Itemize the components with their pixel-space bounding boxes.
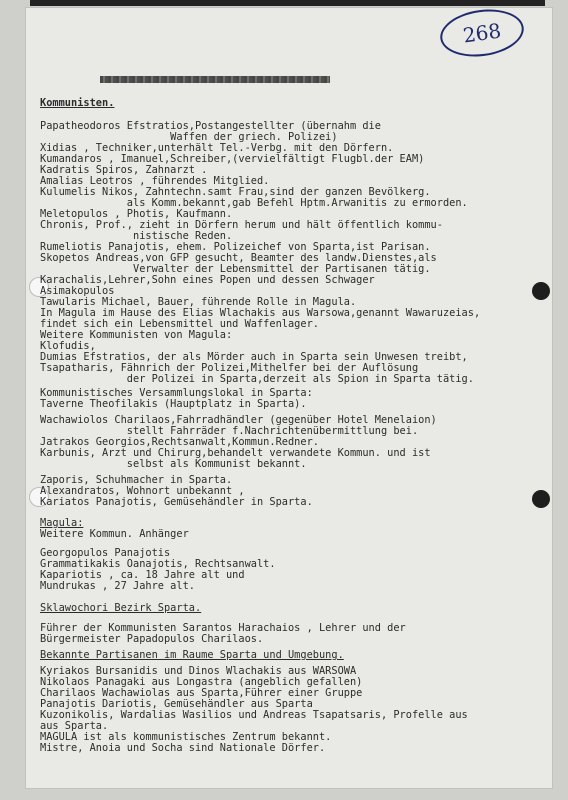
text-line: Panajotis Dariotis, Gemüsehändler aus Sparta [40,698,313,710]
text-line: Tawularis Michael, Bauer, führende Rolle in Magula. [40,296,357,308]
redaction-smudge [100,76,330,83]
text-line: Rumeliotis Panajotis, ehem. Polizeichef von Sparta,ist Parisan. [40,241,431,253]
text-line: Papatheodoros Efstratios,Postangestellter (übernahm die [40,120,381,132]
text-line: Tsapatharis, Fähnrich der Polizei,Mithelfer bei der Auflösung [40,362,419,374]
text-line: Mistre, Anoia und Socha sind Nationale Dörfer. [40,742,326,754]
section-heading-partisanen: Bekannte Partisanen im Raume Sparta und Umgebung. [40,649,344,661]
text-line: Zaporis, Schuhmacher in Sparta. [40,474,233,486]
text-line: Bürgermeister Papadopulos Charilaos. [40,633,264,645]
section-heading-magula: Magula: [40,517,84,529]
text-line: Kapariotis , ca. 18 Jahre alt und [40,569,245,581]
text-line: Verwalter der Lebensmittel der Partisanen tätig. [40,263,431,275]
text-line: Kumandaros , Imanuel,Schreiber,(vervielfältigt Flugbl.der EAM) [40,153,425,165]
text-line: Klofudis, [40,340,96,352]
text-line: aus Sparta. [40,720,109,732]
text-line: selbst als Kommunist bekannt. [40,458,307,470]
text-line: Weitere Kommun. Anhänger [40,528,189,540]
text-line: Asimakopulos [40,285,115,297]
text-line: Kadratis Spiros, Zahnarzt . [40,164,208,176]
text-line: Weitere Kommunisten von Magula: [40,329,233,341]
section-heading-sklawochori: Sklawochori Bezirk Sparta. [40,602,202,614]
text-line: Karbunis, Arzt und Chirurg,behandelt verwandete Kommun. und ist [40,447,431,459]
text-line: Mundrukas , 27 Jahre alt. [40,580,195,592]
text-line: In Magula im Hause des Elias Wlachakis aus Warsowa,genannt Wawaruzeias, [40,307,481,319]
text-line: Führer der Kommunisten Sarantos Harachaios , Lehrer und der [40,622,406,634]
text-line: Meletopulos , Photis, Kaufmann. [40,208,233,220]
text-line: Kommunistisches Versammlungslokal in Sparta: [40,387,313,399]
text-line: Georgopulos Panajotis [40,547,171,559]
text-line: Charilaos Wachawiolas aus Sparta,Führer einer Gruppe [40,687,363,699]
text-line: MAGULA ist als kommunistisches Zentrum bekannt. [40,731,332,743]
page-number: 268 [461,18,503,48]
text-line: Waffen der griech. Polizei) [40,131,338,143]
text-line: Amalias Leotros , führendes Mitglied. [40,175,270,187]
text-line: Jatrakos Georgios,Rechtsanwalt,Kommun.Redner. [40,436,319,448]
text-line: Wachawiolos Charilaos,Fahrradhändler (gegenüber Hotel Menelaion) [40,414,437,426]
text-line: Nikolaos Panagaki aus Longastra (angeblich gefallen) [40,676,363,688]
punch-hole-right-bottom [532,490,550,508]
text-line: nistische Reden. [40,230,233,242]
text-line: Kulumelis Nikos, Zahntechn.samt Frau,sind der ganzen Bevölkerg. [40,186,431,198]
text-line: findet sich ein Lebensmittel und Waffenlager. [40,318,319,330]
text-line: der Polizei in Sparta,derzeit als Spion in Sparta tätig. [40,373,474,385]
text-line: Grammatikakis Oanajotis, Rechtsanwalt. [40,558,276,570]
document-heading: Kommunisten. [40,97,115,109]
scan-top-edge [30,0,545,6]
text-line: Karachalis,Lehrer,Sohn eines Popen und dessen Schwager [40,274,375,286]
text-line: Kariatos Panajotis, Gemüsehändler in Sparta. [40,496,313,508]
text-line: Kyriakos Bursanidis und Dinos Wlachakis aus WARSOWA [40,665,357,677]
text-line: Alexandratos, Wohnort unbekannt , [40,485,245,497]
text-line: Xidias , Techniker,unterhält Tel.-Verbg. mit den Dörfern. [40,142,394,154]
text-line: Skopetos Andreas,von GFP gesucht, Beamter des landw.Dienstes,als [40,252,437,264]
punch-hole-right-top [532,282,550,300]
text-line: Chronis, Prof., zieht in Dörfern herum und hält öffentlich kommu- [40,219,443,231]
text-line: stellt Fahrräder f.Nachrichtenübermittlung bei. [40,425,419,437]
text-line: Dumias Efstratios, der als Mörder auch in Sparta sein Unwesen treibt, [40,351,468,363]
text-line: Taverne Theofilakis (Hauptplatz in Sparta). [40,398,307,410]
text-line: Kuzonikolis, Wardalias Wasilios und Andreas Tsapatsaris, Profelle aus [40,709,468,721]
text-line: als Komm.bekannt,gab Befehl Hptm.Arwanitis zu ermorden. [40,197,468,209]
